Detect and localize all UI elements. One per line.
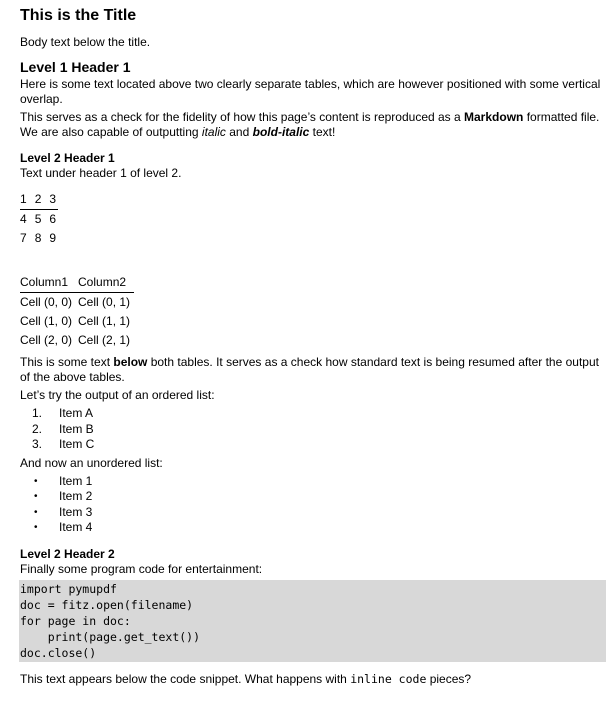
table-row xyxy=(20,331,134,350)
list-number: 2. xyxy=(32,421,43,436)
bullet-icon: • xyxy=(34,522,38,533)
fidelity-text-2: formatted file. We are also capable of outputting xyxy=(20,110,600,139)
list-item xyxy=(20,489,605,505)
markdown-bold: Markdown xyxy=(464,110,524,124)
paragraph-tables-intro: Here is some text located above two clearly separate tables, which are however positioned with some vertical overlap. xyxy=(20,77,601,106)
cells-table xyxy=(20,273,134,350)
below-bold: below xyxy=(113,355,148,369)
italic-word: italic xyxy=(201,125,226,139)
list-number: 3. xyxy=(32,437,43,451)
level1-header: Level 1 Header 1 xyxy=(20,59,131,75)
table-cell: Cell (0, 1) xyxy=(78,295,131,309)
list-item-label: Item 2 xyxy=(59,489,93,503)
final-text-1: This text appears below the code snippet. What happens with xyxy=(20,671,351,686)
table-header-cell: 2 xyxy=(35,190,50,210)
ordered-list-intro: Let’s try the output of an ordered list: xyxy=(20,388,215,402)
table-header-cell: 3 xyxy=(49,190,58,210)
table-cell: 7 xyxy=(20,231,27,245)
table-cell: Cell (2, 1) xyxy=(78,333,131,347)
bold-italic-word: bold-italic xyxy=(252,125,310,139)
table-header-row xyxy=(20,190,58,210)
table-header-row xyxy=(20,273,134,293)
paragraph-below-tables xyxy=(20,355,605,385)
ordered-list xyxy=(20,406,605,453)
page-title: This is the Title xyxy=(20,7,137,24)
unordered-list-intro: And now an unordered list: xyxy=(20,455,163,470)
fidelity-text-1: This serves as a check for the fidelity of how this page’s content is reproduced as a xyxy=(20,110,465,124)
fidelity-text-4: text! xyxy=(309,125,336,139)
list-item xyxy=(20,422,605,438)
table-cell: Cell (0, 0) xyxy=(20,295,73,309)
code-line: for page in doc: xyxy=(20,613,131,628)
level2-header-1: Level 2 Header 1 xyxy=(20,151,115,165)
level2-text-1: Text under header 1 of level 2. xyxy=(20,166,182,180)
list-item xyxy=(20,437,605,453)
bullet-icon: • xyxy=(34,475,38,487)
list-item xyxy=(20,520,605,536)
code-line: import pymupdf xyxy=(20,581,117,596)
numbers-table xyxy=(20,190,58,248)
level2-header-2: Level 2 Header 2 xyxy=(20,546,115,561)
list-item-label: Item 1 xyxy=(59,473,93,488)
code-line: doc = fitz.open(filename) xyxy=(20,597,194,612)
fidelity-text-3: and xyxy=(225,125,253,139)
intro-text: Body text below the title. xyxy=(20,35,151,49)
code-intro: Finally some program code for entertainment: xyxy=(20,561,263,576)
bullet-icon: • xyxy=(34,506,38,518)
inline-code: inline code xyxy=(350,671,427,686)
list-item xyxy=(20,474,605,490)
table-header-cell: Column1 xyxy=(20,273,78,293)
code-block xyxy=(19,580,606,662)
table-row xyxy=(20,210,58,230)
list-item-label: Item 4 xyxy=(59,520,93,534)
code-line: print(page.get_text()) xyxy=(20,629,201,644)
list-item-label: Item C xyxy=(59,437,95,451)
list-item xyxy=(20,406,605,422)
list-number: 1. xyxy=(32,406,43,420)
table-cell: Cell (2, 0) xyxy=(20,333,73,347)
table-header-cell: Column2 xyxy=(78,273,134,293)
table-header-cell: 1 xyxy=(20,190,35,210)
list-item xyxy=(20,505,605,521)
final-paragraph xyxy=(20,672,605,687)
table-cell: 4 xyxy=(20,212,27,226)
table-cell: 9 xyxy=(49,231,57,245)
table-row xyxy=(20,312,134,331)
table-row xyxy=(20,229,58,248)
below-text-1: This is some text xyxy=(20,355,114,369)
final-text-2: pieces? xyxy=(426,671,472,686)
table-cell: Cell (1, 0) xyxy=(20,314,73,328)
unordered-list xyxy=(20,474,605,536)
code-line: doc.close() xyxy=(20,645,97,660)
paragraph-fidelity xyxy=(20,110,605,140)
table-row xyxy=(20,293,134,313)
bullet-icon: • xyxy=(34,491,38,502)
below-text-2: both tables. It serves as a check how standard text is being resumed after the output of the above tables. xyxy=(20,355,599,384)
list-item-label: Item 3 xyxy=(59,504,93,519)
table-cell: 8 xyxy=(34,231,42,245)
table-cell: Cell (1, 1) xyxy=(78,314,131,328)
list-item-label: Item A xyxy=(59,406,94,420)
table-cell: 5 xyxy=(34,212,42,226)
table-cell: 6 xyxy=(49,212,57,226)
list-item-label: Item B xyxy=(59,421,94,436)
